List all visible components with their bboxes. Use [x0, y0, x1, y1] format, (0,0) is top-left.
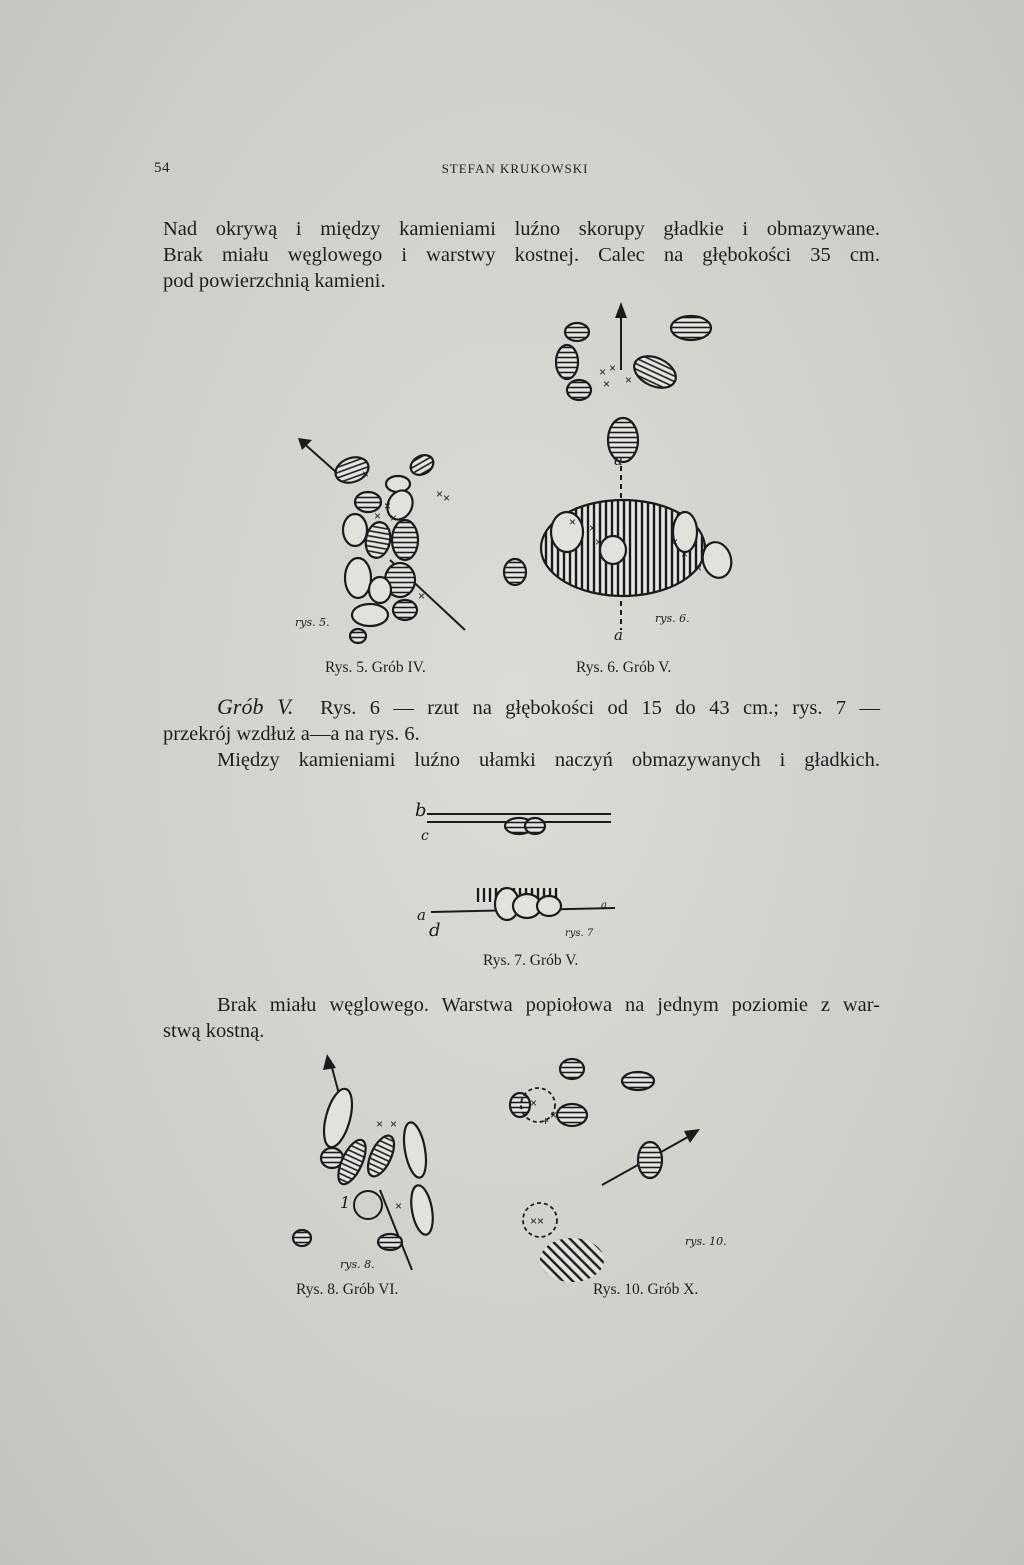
figure-rys7	[415, 800, 615, 940]
stone	[560, 1059, 584, 1079]
stone	[293, 1230, 311, 1246]
paragraph-line: Między kamieniami luźno ułamki naczyń obmazywanych i gładkich.	[217, 749, 880, 771]
numeral: 1	[340, 1193, 351, 1212]
cross-mark: ×	[390, 1117, 398, 1131]
stone	[319, 1086, 358, 1150]
paragraph-line: stwą kostną.	[163, 1020, 265, 1042]
pit-circle	[354, 1191, 382, 1219]
cross-mark: ×	[569, 515, 577, 529]
cross-mark: ×	[589, 521, 597, 535]
stone	[567, 380, 591, 400]
stone	[565, 323, 589, 341]
paragraph-line	[163, 694, 880, 721]
stone	[345, 558, 371, 598]
stone	[551, 512, 583, 552]
cross-mark: ×	[418, 589, 426, 603]
stone	[369, 577, 391, 603]
stone	[407, 451, 437, 479]
caption-rys10: Rys. 10. Grób X.	[593, 1281, 699, 1298]
stone	[504, 559, 526, 585]
cross-mark: ×	[671, 535, 679, 549]
page-number: 54	[154, 160, 170, 176]
mark-b: b	[415, 800, 427, 821]
ash-patch	[540, 1238, 604, 1282]
cross-mark: ×	[362, 467, 370, 481]
cross-mark: ×	[599, 365, 607, 379]
cross-mark: ×	[609, 361, 617, 375]
north-arrow-head	[615, 302, 627, 318]
stone	[600, 536, 626, 564]
cross-mark: ×	[436, 487, 444, 501]
running-head: STEFAN KRUKOWSKI	[441, 161, 589, 176]
section-mark: a	[614, 451, 623, 469]
handwritten-label: rys. 10.	[685, 1235, 727, 1248]
caption-rys6: Rys. 6. Grób V.	[576, 659, 672, 676]
stone	[638, 1142, 662, 1178]
stone	[556, 345, 578, 379]
figure-rys8	[290, 1050, 455, 1275]
cross-mark: ×	[603, 377, 611, 391]
mark-d: d	[429, 920, 441, 941]
section-mark: a	[614, 626, 623, 644]
stone	[537, 896, 561, 916]
stone	[386, 476, 410, 492]
cross-mark: ×	[695, 561, 703, 575]
cross-mark: ×	[681, 547, 689, 561]
handwritten-label: rys. 7	[565, 928, 594, 939]
cross-mark: ×	[390, 511, 398, 525]
stone	[557, 1104, 587, 1126]
caption-rys7: Rys. 7. Grób V.	[483, 952, 579, 969]
paragraph-3	[163, 992, 880, 1044]
handwritten-label: rys. 5.	[295, 616, 330, 629]
caption-rys5: Rys. 5. Grób IV.	[325, 659, 426, 676]
paragraph-1	[163, 216, 880, 294]
stone	[392, 520, 418, 560]
cross-mark: ×	[376, 1117, 384, 1131]
cross-mark: ×	[625, 373, 633, 387]
figure-rys6	[495, 300, 740, 645]
cross-mark: ×	[595, 535, 603, 549]
stone	[343, 514, 367, 546]
paragraph-line: przekrój wzdłuż a—a na rys. 6.	[163, 723, 420, 745]
paragraph-line: Brak miału węglowego i warstwy kostnej. Calec na głębokości 35 cm.	[163, 244, 880, 266]
cross-mark: ×	[443, 491, 451, 505]
cross-mark: ×	[374, 509, 382, 523]
cross-mark: ×	[550, 1108, 558, 1122]
north-arrow-head	[323, 1054, 336, 1070]
mark-a: a	[601, 900, 607, 911]
paragraph-line-text	[293, 697, 320, 719]
cross-mark: ×	[395, 1199, 403, 1213]
stone	[352, 604, 388, 626]
stone	[350, 629, 366, 643]
stone	[510, 1093, 530, 1117]
paragraph-line: Brak miału węglowego. Warstwa popiołowa na jednym poziomie z war-	[217, 994, 880, 1016]
arrow-head	[684, 1129, 700, 1143]
paragraph-line: Nad okrywą i między kamieniami luźno skorupy gładkie i obmazywane.	[163, 218, 880, 240]
stone	[608, 418, 638, 462]
stone	[408, 1184, 436, 1237]
stone	[622, 1072, 654, 1090]
paragraph-line-text: Rys. 6 — rzut na głębokości od 15 do 43 cm.; rys. 7 —	[320, 697, 881, 719]
page-header	[150, 158, 880, 182]
handwritten-label: rys. 8.	[340, 1258, 375, 1271]
stone	[378, 1234, 402, 1250]
paragraph-2	[163, 694, 880, 773]
stone	[671, 316, 711, 340]
figure-rys10	[500, 1055, 730, 1275]
mark-c: c	[421, 828, 429, 844]
caption-rys8: Rys. 8. Grób VI.	[296, 1281, 399, 1298]
stone	[525, 818, 545, 834]
grave-title: Grób V.	[217, 694, 294, 719]
stone	[363, 1132, 400, 1180]
stone	[393, 600, 417, 620]
stone	[629, 350, 681, 394]
cross-mark: +	[542, 1114, 550, 1128]
cross-mark: ×	[384, 499, 392, 513]
figure-rys5	[290, 430, 490, 650]
paragraph-line: pod powierzchnią kamieni.	[163, 270, 386, 292]
cross-mark: ×	[530, 1096, 538, 1110]
cross-mark: ××	[530, 1214, 545, 1228]
handwritten-label: rys. 6.	[655, 612, 690, 625]
mark-a: a	[417, 906, 426, 924]
stone	[400, 1121, 429, 1180]
